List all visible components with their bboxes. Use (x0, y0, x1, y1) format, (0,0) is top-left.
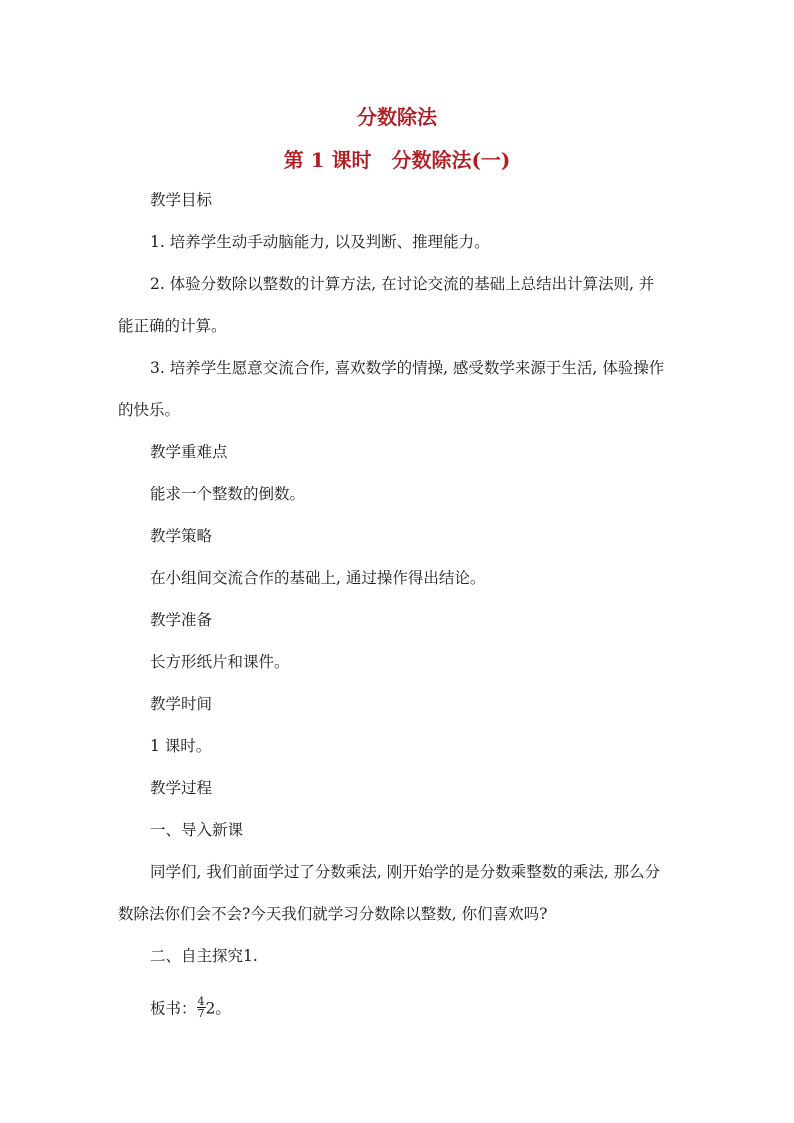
step-1-line-1: 同学们, 我们前面学过了分数乘法, 刚开始学的是分数乘整数的乘法, 那么分 (150, 863, 661, 881)
objective-3-line-2: 的快乐。 (118, 401, 181, 419)
time-text: 1 课时。 (150, 737, 212, 755)
objective-2-line-1: 2. 体验分数除以整数的计算方法, 在讨论交流的基础上总结出计算法则, 并 (150, 275, 655, 293)
board-label: 板书： (150, 999, 197, 1018)
objective-3-line-1: 3. 培养学生愿意交流合作, 喜欢数学的情操, 感受数学来源于生活, 体验操作 (150, 359, 665, 377)
board-suffix: 2。 (205, 999, 231, 1018)
board-writing (150, 995, 231, 1021)
preparation-text: 长方形纸片和课件。 (150, 653, 290, 671)
step-1-line-2: 数除法你们会不会?今天我们就学习分数除以整数, 你们喜欢吗? (118, 905, 548, 923)
board-fraction (197, 996, 206, 1019)
strategy-heading: 教学策略 (150, 527, 213, 545)
fraction-numerator: 4 (197, 995, 205, 1008)
difficulty-heading: 教学重难点 (150, 443, 228, 461)
objective-1: 1. 培养学生动手动脑能力, 以及判断、推理能力。 (150, 233, 490, 251)
objectives-heading: 教学目标 (150, 191, 213, 209)
step-1-heading: 一、导入新课 (150, 821, 244, 839)
objective-2-line-2: 能正确的计算。 (118, 317, 227, 335)
fraction-denominator: 7 (197, 1007, 205, 1020)
document-title: 分数除法 (357, 105, 437, 129)
lesson-subtitle: 第 1 课时 分数除法(一) (283, 148, 511, 172)
process-heading: 教学过程 (150, 779, 213, 797)
difficulty-text: 能求一个整数的倒数。 (150, 485, 306, 503)
strategy-text: 在小组间交流合作的基础上, 通过操作得出结论。 (150, 569, 486, 587)
step-2-heading: 二、自主探究1. (150, 947, 258, 965)
time-heading: 教学时间 (150, 695, 213, 713)
preparation-heading: 教学准备 (150, 611, 213, 629)
